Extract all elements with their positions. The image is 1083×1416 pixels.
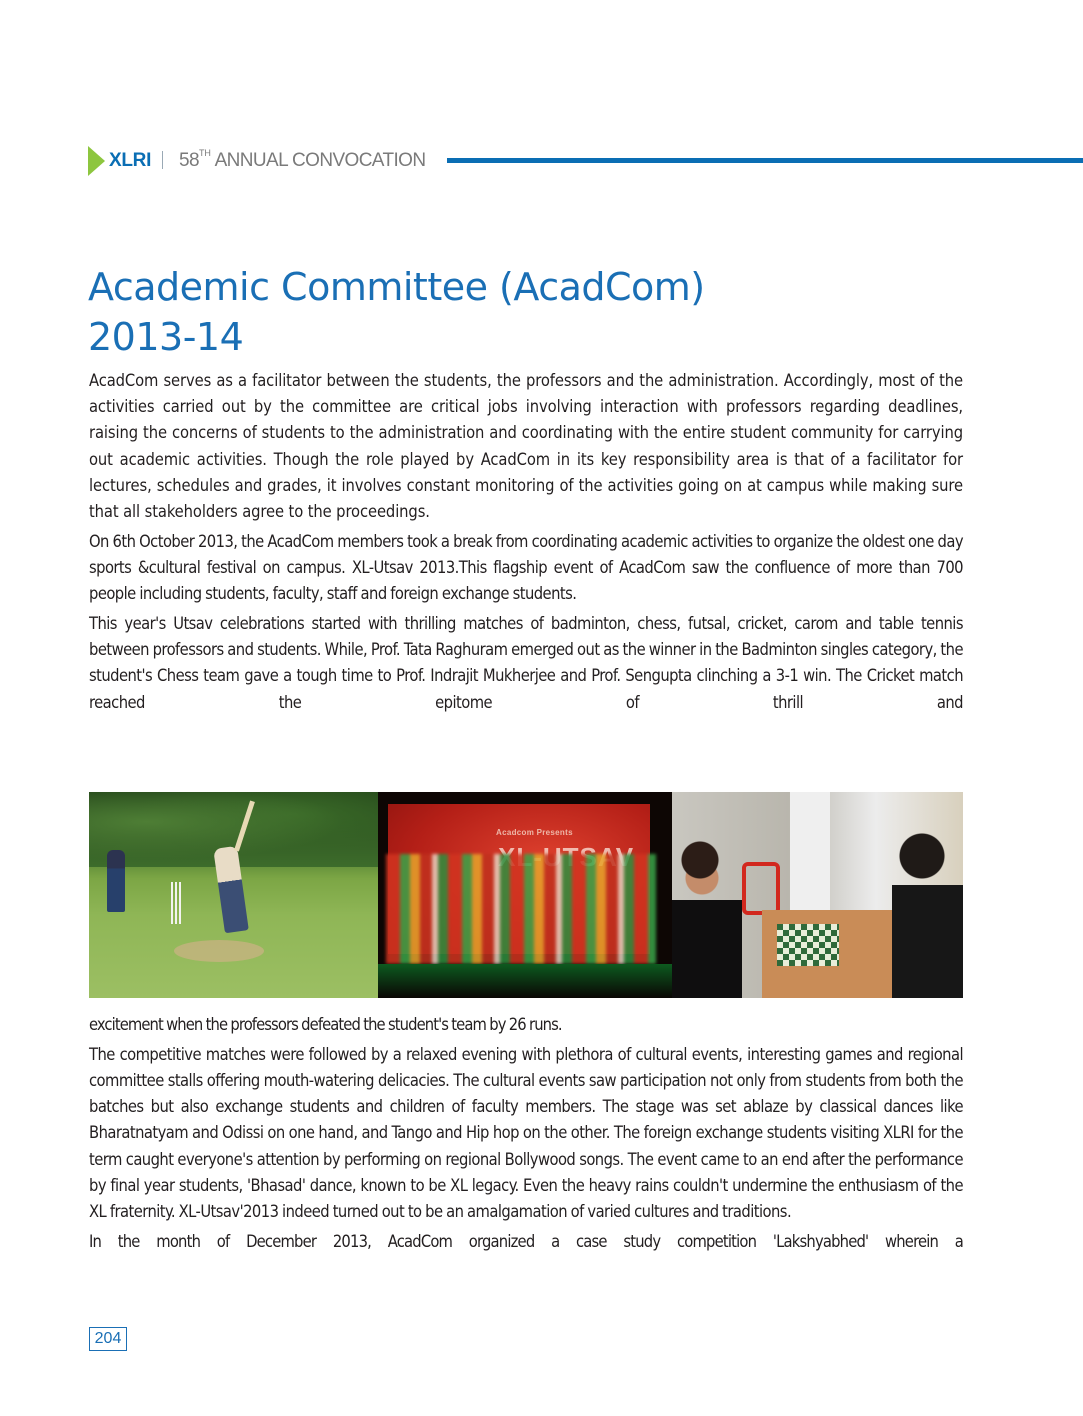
red-chair: [742, 862, 780, 915]
title-line-1: Academic Committee (AcadCom): [88, 265, 705, 309]
cricket-match-photo: [89, 792, 378, 998]
paragraph-lakshyabhed: In the month of December 2013, AcadCom organized a case study competition 'Lakshyabhed' wherein a: [89, 1231, 963, 1251]
play-arrow-logo-icon: [88, 146, 105, 176]
header-separator: [162, 151, 163, 169]
stumps-icon: [171, 882, 181, 924]
header-rule: [447, 158, 1083, 163]
convocation-superscript: TH: [198, 147, 211, 158]
title-line-2: 2013-14: [88, 315, 244, 359]
wicket-keeper-figure: [107, 850, 125, 912]
convocation-text: ANNUAL CONVOCATION: [210, 150, 426, 171]
banner-small-text: Acadcom Presents: [496, 828, 573, 837]
body-text-after-photos: [89, 1012, 963, 1259]
stage-floor: [378, 964, 672, 998]
cricket-pitch: [174, 940, 264, 962]
page-header: [88, 145, 1083, 177]
event-photo-strip: [89, 792, 963, 998]
student-player-figure: [672, 840, 742, 998]
brand-logo-text: XLRI: [109, 150, 152, 171]
paragraph-intro: AcadCom serves as a facilitator between the students, the professors and the administration. Accordingly, most of the activities carried out by the committee are critical jobs involving interaction with professors regarding deadlines, raising the concerns of students to the administration and coordinating with the entire student community for carrying out academic activities. Though the role played by AcadCom in its key responsibility area is that of a facilitator for lectures, schedules and grades, it involves constant monitoring of the activities going on at campus while making sure that all stakeholders agree to the proceedings.: [89, 371, 963, 522]
paragraph-cultural-evening: The competitive matches were followed by a relaxed evening with plethora of cultural events, interesting games and regional committee stalls offering mouth-watering delicacies. The cultural events saw participation not only from students from both the batches but also exchange students and children of faculty members. The stage was set ablaze by classical dances like Bharatnatyam and Odissi on one hand, and Tango and Hip hop on the other. The foreign exchange students visiting XLRI for the term caught everyone's attention by performing on regional Bollywood songs. The event came to an end after the performance by final year students, 'Bhasad' dance, known to be XL legacy. Even the heavy rains couldn't undermine the enthusiasm of the XL fraternity. XL-Utsav'2013 indeed turned out to be an amalgamation of varied cultures and traditions.: [89, 1044, 963, 1222]
convocation-label: [179, 147, 426, 172]
convocation-number: 58: [179, 150, 199, 171]
stage-dance-photo: [378, 792, 672, 998]
paragraph-utsav-overview: On 6th October 2013, the AcadCom members took a break from coordinating academic activities to organize the oldest one day sports &cultural festival on campus. XL-Utsav 2013.This flagship event of AcadCom saw the confluence of more than 700 people including students, faculty, staff and foreign exchange students.: [89, 531, 963, 604]
chess-board-icon: [777, 924, 839, 966]
paragraph-cricket-result: excitement when the professors defeated the student's team by 26 runs.: [89, 1015, 562, 1034]
page-number: 204: [89, 1327, 127, 1351]
page-title: [88, 262, 968, 362]
professor-player-figure: [892, 830, 963, 998]
paragraph-sports-matches: This year's Utsav celebrations started with thrilling matches of badminton, chess, futsal, cricket, carom and table tennis between professors and students. While, Prof. Tata Raghuram emerged out as the winner in the Badminton singles category, the student's Chess team gave a tough time to Prof. Indrajit Mukherjee and Prof. Sengupta clinching a 3-1 win. The Cricket match reached the epitome of thrill and: [89, 614, 963, 712]
body-text-before-photos: [89, 368, 963, 719]
chess-match-photo: [672, 792, 963, 998]
pillar: [790, 792, 830, 922]
dancers-group: [386, 854, 656, 964]
